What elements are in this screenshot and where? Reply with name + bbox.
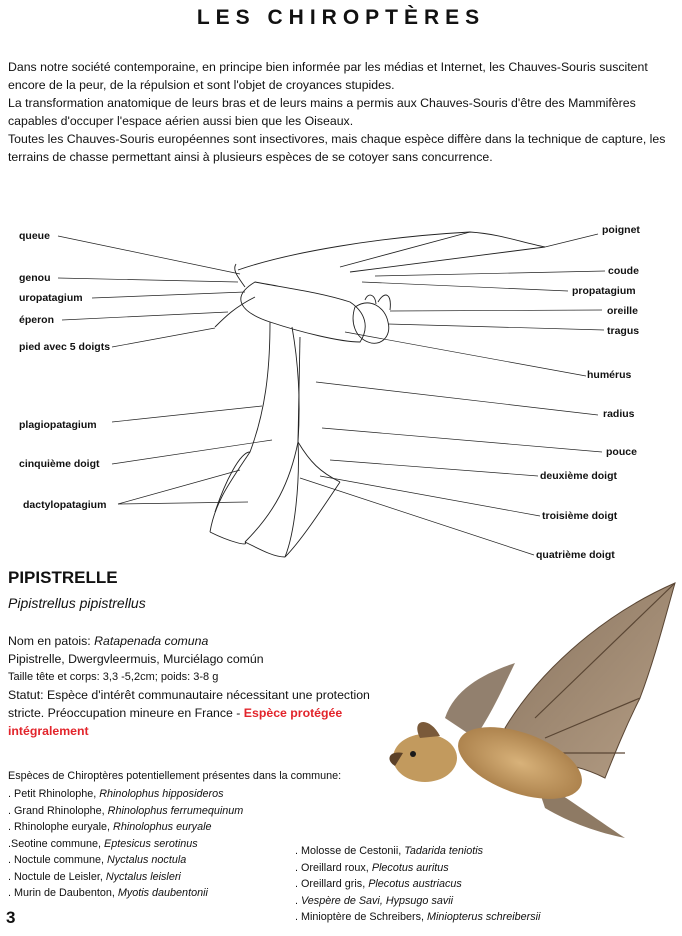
species-common-name: . Minioptère de Schreibers, <box>295 911 428 923</box>
patois-label: Nom en patois: <box>8 634 95 648</box>
list-item <box>8 786 243 803</box>
size-weight: Taille tête et corps: 3,3 -5,2cm; poids: 3-8 g <box>8 671 219 683</box>
species-common-name: . Molosse de Cestonii, <box>295 845 405 857</box>
label-quatrieme-doigt: quatrième doigt <box>536 549 615 561</box>
intro-paragraph: La transformation anatomique de leurs bras et de leurs mains a permis aux Chauves-Souris d'être des Mammifères capables d'occuper l'espace aérien aussi bien que les Oiseaux. <box>8 96 636 128</box>
status-highlight: Espèce protégée intégralement <box>8 706 343 738</box>
species-latin: Vespère de Savi, Hypsugo savii <box>301 894 454 907</box>
label-troisieme-doigt: troisième doigt <box>542 510 618 522</box>
intro-paragraph: Dans notre société contemporaine, en principe bien informée par les médias et Internet, les Chauves-Souris suscitent encore de la peur, de la répulsion et sont l'objet de croyances stupides. <box>8 60 648 92</box>
list-item <box>8 869 243 886</box>
species-latin: Rhinolophus euryale <box>113 821 212 833</box>
species-info <box>8 632 398 740</box>
bat-anatomy-diagram <box>0 212 682 572</box>
list-item <box>8 885 243 902</box>
status-text: Statut: Espèce d'intérêt communautaire nécessitant une protection stricte. Préoccupation mineure en France - <box>8 688 370 720</box>
label-pied: pied avec 5 doigts <box>19 341 111 353</box>
label-dactylopatagium: dactylopatagium <box>23 499 107 511</box>
species-latin: Miniopterus schreibersii <box>427 911 541 923</box>
species-latin: Plecotus auritus <box>371 861 449 874</box>
intro-paragraph: Toutes les Chauves-Souris européennes sont insectivores, mais chaque espèce diffère dans la technique de capture, les terrains de chasse permettant ainsi à plusieurs espèces de se cotoyer sans concurrence. <box>8 132 666 164</box>
species-list-intro: Espèces de Chiroptères potentiellement présentes dans la commune: <box>8 770 342 782</box>
species-common-name: . Noctule de Leisler, <box>8 870 106 883</box>
list-item <box>8 852 243 869</box>
list-item <box>295 860 540 877</box>
label-propatagium: propatagium <box>572 285 636 297</box>
page-number: 3 <box>6 908 16 927</box>
pipistrelle-illustration <box>385 578 682 843</box>
intro-text <box>8 58 674 166</box>
list-item <box>295 843 540 860</box>
label-humerus: humérus <box>587 369 632 381</box>
species-common-name: . Oreillard roux, <box>295 861 372 874</box>
list-item <box>8 819 243 836</box>
status-line <box>8 686 398 740</box>
species-common-name: . <box>295 894 301 907</box>
species-latin-name: Pipistrellus pipistrellus <box>8 595 146 611</box>
species-latin: Plecotus austriacus <box>368 878 462 890</box>
patois-line <box>8 632 398 650</box>
label-genou: genou <box>19 272 51 284</box>
label-poignet: poignet <box>602 224 640 236</box>
label-uropatagium: uropatagium <box>19 292 83 304</box>
species-latin: Eptesicus serotinus <box>104 837 198 850</box>
other-names: Pipistrelle, Dwergvleermuis, Murciélago común <box>8 652 264 666</box>
species-name: PIPISTRELLE <box>8 568 118 587</box>
species-list-right <box>295 843 540 926</box>
species-latin: Nyctalus leisleri <box>105 870 181 883</box>
page-title: LES CHIROPTÈRES <box>196 6 486 29</box>
species-list-left <box>8 786 243 902</box>
species-common-name: . Murin de Daubenton, <box>8 887 118 899</box>
list-item <box>295 909 540 926</box>
label-eperon: éperon <box>19 314 55 326</box>
list-item <box>8 836 243 853</box>
species-common-name: . Petit Rhinolophe, <box>8 788 100 800</box>
label-deuxieme-doigt: deuxième doigt <box>540 470 618 482</box>
species-common-name: . Rhinolophe euryale, <box>8 821 114 833</box>
label-queue: queue <box>19 230 50 242</box>
species-latin: Tadarida teniotis <box>404 845 484 857</box>
species-common-name: . Grand Rhinolophe, <box>8 804 108 817</box>
species-common-name: . Oreillard gris, <box>295 878 369 890</box>
label-oreille: oreille <box>607 305 638 317</box>
species-common-name: . Noctule commune, <box>8 854 108 866</box>
label-coude: coude <box>608 265 639 277</box>
list-item <box>8 803 243 820</box>
species-latin: Myotis daubentonii <box>117 887 208 899</box>
species-latin: Rhinolophus ferrumequinum <box>107 804 244 817</box>
species-common-name: .Seotine commune, <box>8 837 105 850</box>
label-radius: radius <box>603 408 635 420</box>
label-pouce: pouce <box>606 446 637 458</box>
list-item <box>295 893 540 910</box>
patois-value: Ratapenada comuna <box>94 634 209 648</box>
label-tragus: tragus <box>607 325 640 337</box>
species-latin: Rhinolophus hipposideros <box>99 788 224 800</box>
label-cinquieme-doigt: cinquième doigt <box>19 458 100 470</box>
label-plagiopatagium: plagiopatagium <box>19 419 97 431</box>
list-item <box>295 876 540 893</box>
species-latin: Nyctalus noctula <box>107 854 187 866</box>
